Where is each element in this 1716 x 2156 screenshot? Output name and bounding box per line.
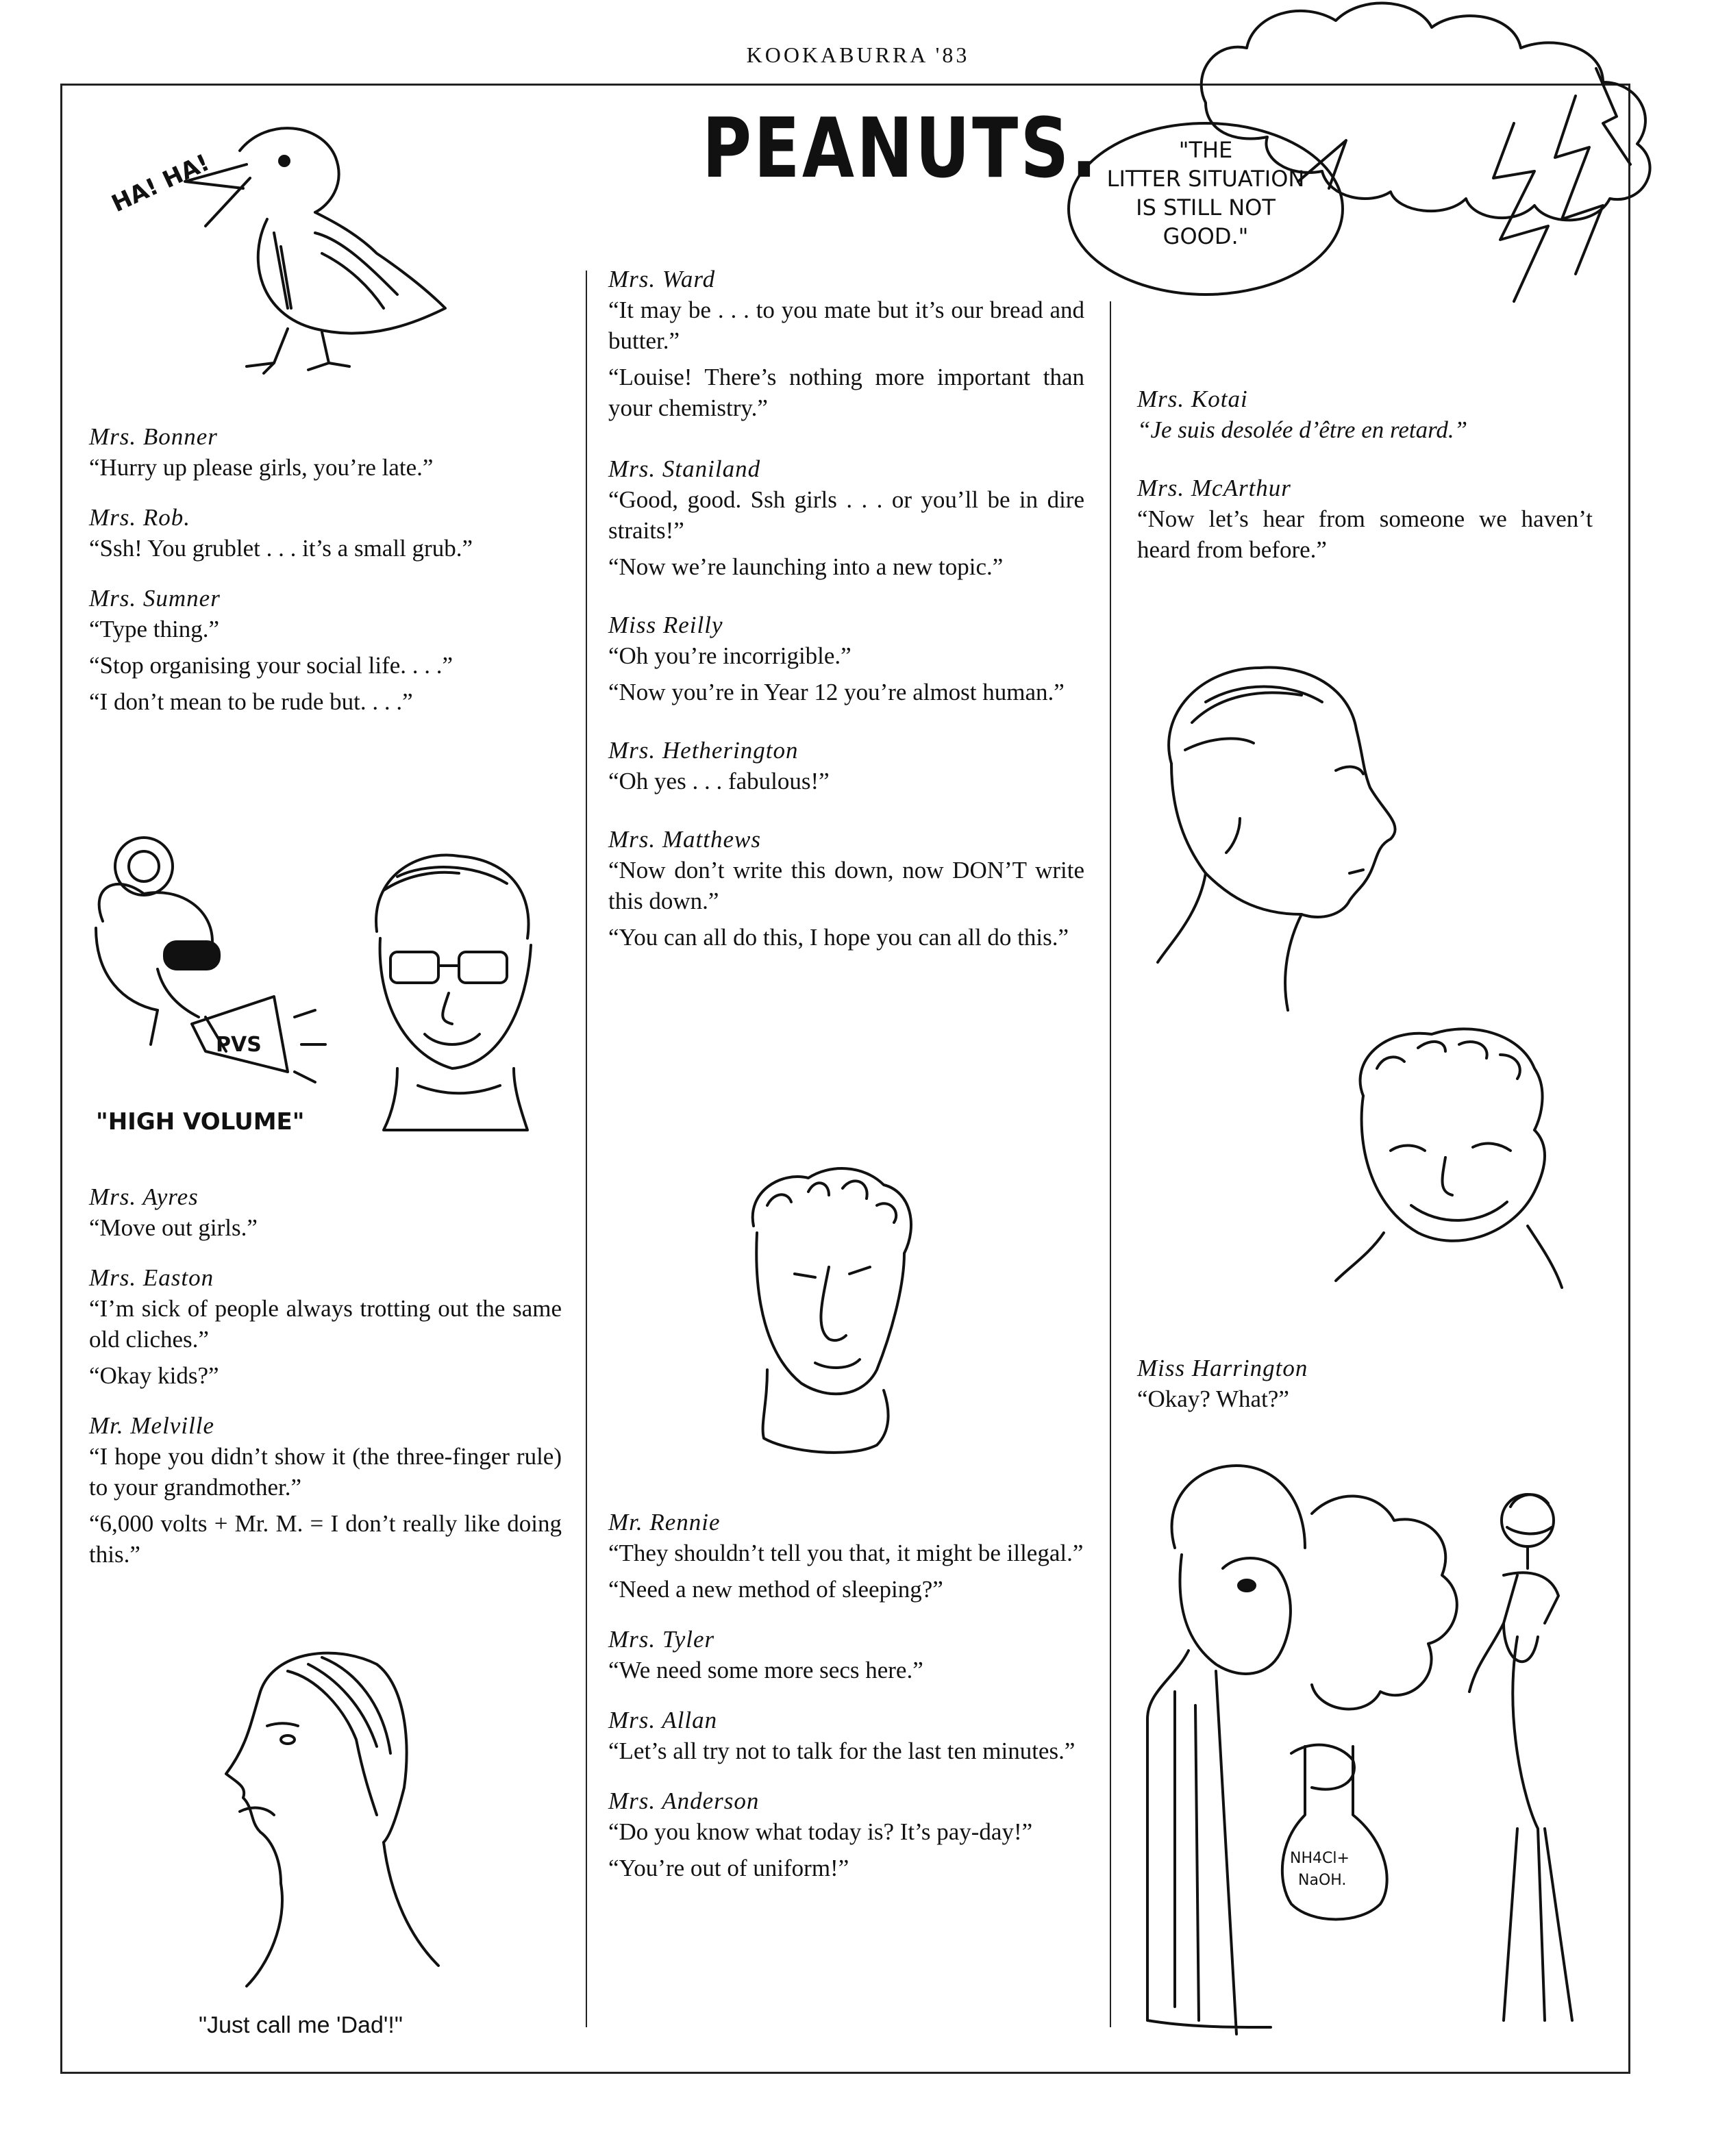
teacher-name: Mrs. Tyler — [608, 1626, 715, 1653]
curly-hair-man-drawing — [726, 1164, 932, 1479]
entry-easton — [89, 1262, 562, 1391]
teacher-name: Miss Reilly — [608, 612, 723, 638]
entry-anderson — [608, 1785, 1084, 1883]
entry-matthews — [608, 824, 1084, 953]
teacher-name: Mr. Rennie — [608, 1509, 721, 1535]
entry-kotai — [1137, 384, 1593, 445]
bubble-line: IS STILL NOT — [1136, 195, 1276, 221]
left-column — [89, 421, 562, 723]
quote: “Let’s all try not to talk for the last ten minutes.” — [608, 1738, 1075, 1764]
quote: “I hope you didn’t show it (the three-finger rule) to your grandmother.” — [89, 1443, 562, 1501]
kookaburra-drawing — [107, 110, 507, 384]
bubble-line: GOOD." — [1162, 223, 1249, 249]
quote: “Oh yes . . . fabulous!” — [608, 768, 830, 794]
quote: “Do you know what today is? It’s pay-day!” — [608, 1818, 1033, 1845]
left-column-lower — [89, 1181, 562, 1575]
entry-hetherington — [608, 735, 1084, 797]
teacher-name: Mrs. Sumner — [89, 585, 221, 612]
entry-rob — [89, 502, 562, 564]
quote: “Okay? What?” — [1137, 1386, 1289, 1412]
column-divider-right — [1110, 301, 1111, 2027]
quote: “I don’t mean to be rude but. . . .” — [89, 688, 413, 715]
quote: “Now we’re launching into a new topic.” — [608, 553, 1004, 580]
teacher-name: Mrs. Matthews — [608, 826, 761, 853]
middle-column — [608, 264, 1084, 958]
entry-melville — [89, 1410, 562, 1570]
teacher-name: Mrs. McArthur — [1137, 475, 1291, 501]
entry-rennie — [608, 1507, 1084, 1605]
quote: “We need some more secs here.” — [608, 1657, 923, 1683]
quote: “6,000 volts + Mr. M. = I don’t really like doing this.” — [89, 1510, 562, 1568]
quote: “Okay kids?” — [89, 1362, 219, 1389]
quote: “Now don’t write this down, now DON’T write this down.” — [608, 857, 1084, 914]
teacher-name: Mrs. Kotai — [1137, 386, 1248, 412]
megaphone-text: PVS — [216, 1033, 262, 1057]
quote: “Need a new method of sleeping?” — [608, 1576, 943, 1603]
quote: “Move out girls.” — [89, 1214, 258, 1241]
entry-sumner — [89, 583, 562, 717]
quote: “Ssh! You grublet . . . it’s a small grub.” — [89, 535, 473, 562]
entry-bonner — [89, 421, 562, 483]
quote: “You can all do this, I hope you can all do this.” — [608, 924, 1069, 951]
chemistry-scene-drawing — [1134, 1459, 1600, 2041]
teacher-name: Miss Harrington — [1137, 1355, 1308, 1381]
entry-harrington — [1137, 1353, 1593, 1414]
quote: “Now let’s hear from someone we haven’t heard from before.” — [1137, 505, 1593, 563]
entry-mcarthur — [1137, 473, 1593, 565]
teacher-name: Mrs. Allan — [608, 1707, 718, 1733]
melville-profile-drawing — [185, 1637, 445, 1993]
bubble-line: "THE — [1178, 137, 1233, 163]
right-column — [1137, 384, 1593, 571]
entry-ayres — [89, 1181, 562, 1243]
entry-allan — [608, 1705, 1084, 1766]
page-title: PEANUTS. — [702, 101, 1099, 197]
quote: “Je suis desolée d’être en retard.” — [1137, 416, 1468, 443]
speech-bubble-text — [1079, 136, 1332, 251]
teacher-name: Mrs. Ayres — [89, 1183, 199, 1210]
teacher-name: Mrs. Hetherington — [608, 737, 799, 764]
high-volume-label: "HIGH VOLUME" — [96, 1108, 305, 1136]
teacher-name: Mrs. Easton — [89, 1264, 214, 1291]
teacher-name: Mrs. Staniland — [608, 455, 761, 482]
middle-column-lower — [608, 1507, 1084, 1889]
entry-tyler — [608, 1624, 1084, 1685]
quote: “Now you’re in Year 12 you’re almost human.” — [608, 679, 1065, 705]
teacher-name: Mrs. Ward — [608, 266, 716, 292]
quote: “They shouldn’t tell you that, it might be illegal.” — [608, 1540, 1084, 1566]
bird-laugh-text: HA! HA! — [107, 149, 214, 218]
right-column-lower — [1137, 1353, 1593, 1420]
smiling-face-drawing — [1343, 1020, 1569, 1322]
teacher-name: Mr. Melville — [89, 1412, 215, 1439]
teacher-name: Mrs. Anderson — [608, 1788, 760, 1814]
running-head: KOOKABURRA '83 — [746, 42, 970, 67]
melville-caption: "Just call me 'Dad'!" — [199, 2012, 403, 2038]
quote: “Good, good. Ssh girls . . . or you’ll be in dire straits!” — [608, 486, 1084, 544]
quote: “You’re out of uniform!” — [608, 1855, 849, 1881]
glasses-man-drawing — [356, 849, 555, 1137]
flask-label-line1: NH4Cl+ — [1290, 1850, 1350, 1867]
flask-label-line2: NaOH. — [1298, 1872, 1347, 1889]
quote: “Oh you’re incorrigible.” — [608, 642, 851, 669]
quote: “Louise! There’s nothing more important than your chemistry.” — [608, 364, 1084, 421]
quote: “Hurry up please girls, you’re late.” — [89, 454, 434, 481]
entry-reilly — [608, 610, 1084, 707]
bubble-line: LITTER SITUATION — [1106, 166, 1305, 192]
entry-ward — [608, 264, 1084, 423]
high-volume-drawing — [82, 825, 356, 1140]
entry-staniland — [608, 453, 1084, 582]
quote: “Type thing.” — [89, 616, 219, 642]
quote: “It may be . . . to you mate but it’s our bread and butter.” — [608, 297, 1084, 354]
quote: “Stop organising your social life. . . .” — [89, 652, 453, 679]
teacher-name: Mrs. Rob. — [89, 504, 191, 531]
teacher-name: Mrs. Bonner — [89, 423, 218, 450]
quote: “I’m sick of people always trotting out the same old cliches.” — [89, 1295, 562, 1353]
column-divider-left — [586, 271, 587, 2027]
